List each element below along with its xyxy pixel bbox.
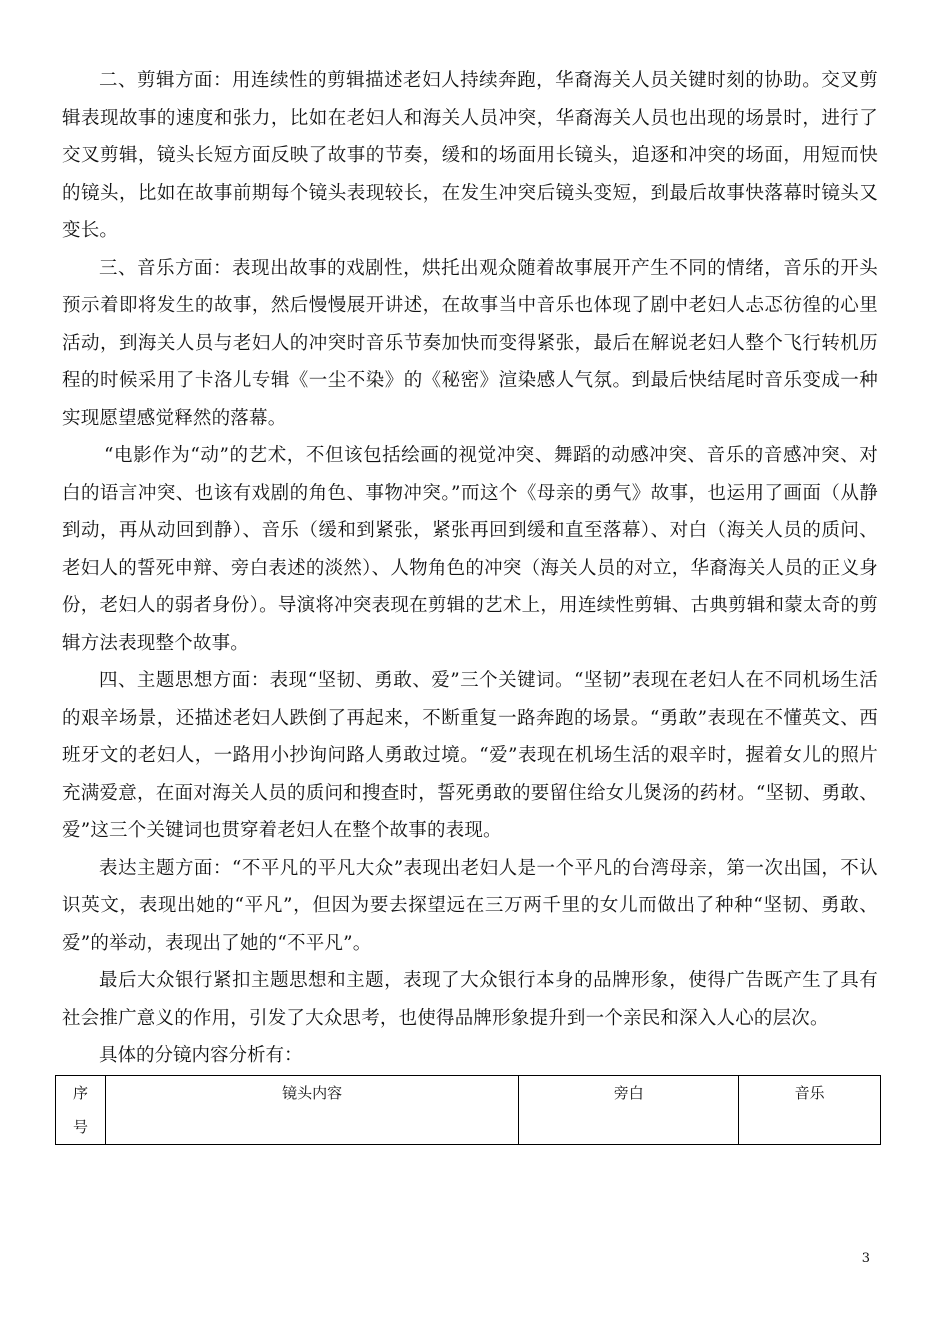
paragraph-theme-expression: 表达主题方面：“不平凡的平凡大众”表现出老妇人是一个平凡的台湾母亲，第一次出国，不认识英文，表现出她的“平凡”，但因为要去探望远在三万两千里的女儿而做出了种种“坚韧、勇敢、爱”的举动，表现出了她的“不平凡”。 [62, 857, 878, 954]
paragraph-music: 三、音乐方面：表现出故事的戏剧性，烘托出观众随着故事展开产生不同的情绪，音乐的开头预示着即将发生的故事，然后慢慢展开讲述，在故事当中音乐也体现了剧中老妇人忐忑彷徨的心里活动，到海关人员与老妇人的冲突时音乐节奏加快而变得紧张，最后在解说老妇人整个飞行转机历程的时候采用了卡洛儿专辑《一尘不染》的《秘密》渲染感人气氛。到最后快结尾时音乐变成一种实现愿望感觉释然的落幕。 [62, 257, 878, 429]
table-intro: 具体的分镜内容分析有： [99, 1045, 303, 1066]
paragraph-editing: 二、剪辑方面：用连续性的剪辑描述老妇人持续奔跑，华裔海关人员关键时刻的协助。交叉剪辑表现故事的速度和张力，比如在老妇人和海关人员冲突，华裔海关人员也出现的场景时，进行了交叉剪辑，镜头长短方面反映了故事的节奏，缓和的场面用长镜头，追逐和冲突的场面，用短而快的镜头，比如在故事前期每个镜头表现较长，在发生冲突后镜头变短，到最后故事快落幕时镜头又变长。 [62, 70, 878, 241]
header-sequence-line1: 序 [72, 1084, 88, 1102]
header-music: 音乐 [739, 1076, 881, 1145]
paragraph-film-conflict-quote: “电影作为“动”的艺术，不但该包括绘画的视觉冲突、舞蹈的动感冲突、音乐的音感冲突、对白的语言冲突、也该有戏剧的角色、事物冲突。”而这个《母亲的勇气》故事，也运用了画面（从静到动，再从动回到静）、音乐（缓和到紧张，紧张再回到缓和直至落幕）、对白（海关人员的质问、老妇人的誓死申辩、旁白表述的淡然）、人物角色的冲突（海关人员的对立，华裔海关人员的正义身份，老妇人的弱者身份）。导演将冲突表现在剪辑的艺术上，用连续性剪辑、古典剪辑和蒙太奇的剪辑方法表现整个故事。 [62, 445, 878, 654]
header-sequence-number [56, 1076, 106, 1145]
header-shot-content: 镜头内容 [105, 1076, 518, 1145]
paragraph-conclusion: 最后大众银行紧扣主题思想和主题，表现了大众银行本身的品牌形象，使得广告既产生了具有社会推广意义的作用，引发了大众思考，也使得品牌形象提升到一个亲民和深入人心的层次。 [62, 970, 878, 1029]
storyboard-table [55, 1075, 881, 1145]
table-header-row [56, 1076, 881, 1145]
document-body [62, 62, 878, 1075]
page-number: 3 [861, 1251, 870, 1266]
header-sequence-line2: 号 [72, 1118, 88, 1136]
paragraph-theme: 四、主题思想方面：表现“坚韧、勇敢、爱”三个关键词。“坚韧”表现在老妇人在不同机场生活的艰辛场景，还描述老妇人跌倒了再起来，不断重复一路奔跑的场景。“勇敢”表现在不懂英文、西班牙文的老妇人，一路用小抄询问路人勇敢过境。“爱”表现在机场生活的艰辛时，握着女儿的照片充满爱意，在面对海关人员的质问和搜查时，誓死勇敢的要留住给女儿煲汤的药材。“坚韧、勇敢、爱”这三个关键词也贯穿着老妇人在整个故事的表现。 [62, 670, 878, 841]
header-narration: 旁白 [519, 1076, 739, 1145]
